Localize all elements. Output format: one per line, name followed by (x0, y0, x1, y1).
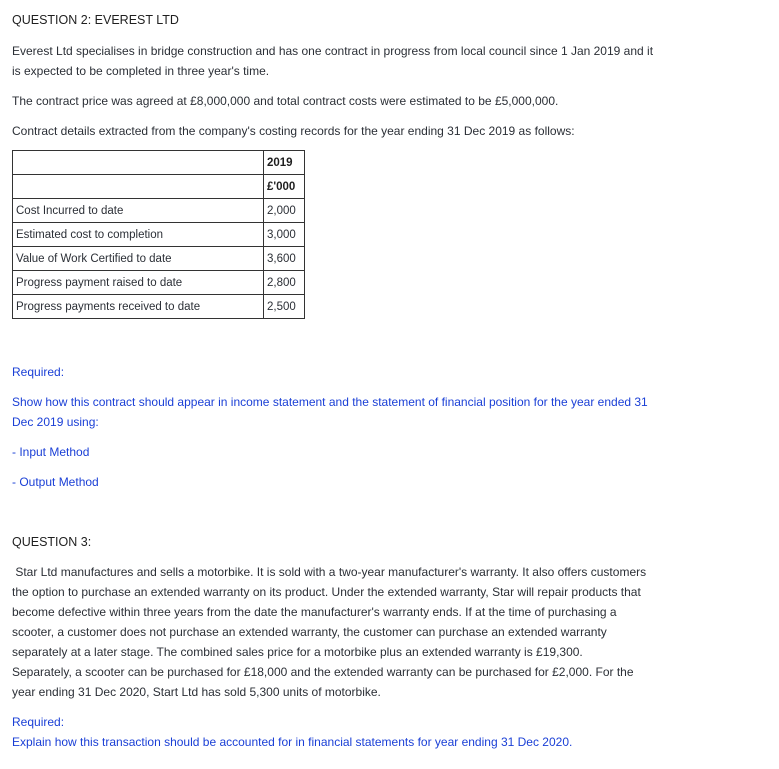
q3-line: separately at a later stage. The combined sales price for a motorbike plus an extended warranty is £19,300. (12, 645, 583, 659)
q3-line: the option to purchase an extended warranty on its product. Under the extended warranty, Star will repair products that (12, 585, 641, 599)
q2-paragraph-1-line-1: Everest Ltd specialises in bridge construction and has one contract in progress from local council since 1 Jan 2019 and it (12, 44, 654, 58)
row-value: 2,000 (264, 199, 305, 223)
question-3-title: QUESTION 3: (12, 535, 92, 549)
row-value: 3,600 (264, 247, 305, 271)
table-row (13, 295, 305, 319)
row-value: 2,500 (264, 295, 305, 319)
q3-line: year ending 31 Dec 2020, Start Ltd has sold 5,300 units of motorbike. (12, 685, 381, 699)
q3-line: become defective within three years from the date the manufacturer's warranty ends. If at the time of purchasing a (12, 605, 617, 619)
table-header-row-year (13, 151, 305, 175)
q2-output-method: - Output Method (12, 475, 99, 489)
q3-line: Separately, a scooter can be purchased for £18,000 and the extended warranty can be purchased for £2,000. For the (12, 665, 634, 679)
row-label: Progress payments received to date (13, 295, 264, 319)
q2-required-label: Required: (12, 365, 65, 379)
q2-paragraph-3: Contract details extracted from the company's costing records for the year ending 31 Dec 2019 as follows: (12, 124, 575, 138)
table-unit-header: £'000 (264, 175, 305, 199)
row-label: Value of Work Certified to date (13, 247, 264, 271)
table-row (13, 223, 305, 247)
table-row (13, 199, 305, 223)
row-value: 3,000 (264, 223, 305, 247)
q2-paragraph-2: The contract price was agreed at £8,000,000 and total contract costs were estimated to be £5,000,000. (12, 94, 559, 108)
question-2-title: QUESTION 2: EVEREST LTD (12, 13, 179, 27)
q3-required-text: Explain how this transaction should be accounted for in financial statements for year ending 31 Dec 2020. (12, 735, 573, 749)
table-row (13, 271, 305, 295)
table-year-header: 2019 (264, 151, 305, 175)
table-header-empty-cell (13, 175, 264, 199)
q2-input-method: - Input Method (12, 445, 90, 459)
contract-details-table (12, 150, 305, 319)
table-header-row-unit (13, 175, 305, 199)
row-label: Estimated cost to completion (13, 223, 264, 247)
q3-line: Star Ltd manufactures and sells a motorbike. It is sold with a two-year manufacturer's warranty. It also offers customers (12, 565, 647, 579)
table-header-empty-cell (13, 151, 264, 175)
q2-paragraph-1-line-2: is expected to be completed in three year's time. (12, 64, 270, 78)
q2-required-line-1: Show how this contract should appear in income statement and the statement of financial position for the year ended 31 (12, 395, 648, 409)
row-label: Cost Incurred to date (13, 199, 264, 223)
q3-line: scooter, a customer does not purchase an extended warranty, the customer can purchase an extended warranty (12, 625, 607, 639)
row-value: 2,800 (264, 271, 305, 295)
q3-required-label: Required: (12, 715, 65, 729)
row-label: Progress payment raised to date (13, 271, 264, 295)
q2-required-line-2: Dec 2019 using: (12, 415, 99, 429)
table-row (13, 247, 305, 271)
